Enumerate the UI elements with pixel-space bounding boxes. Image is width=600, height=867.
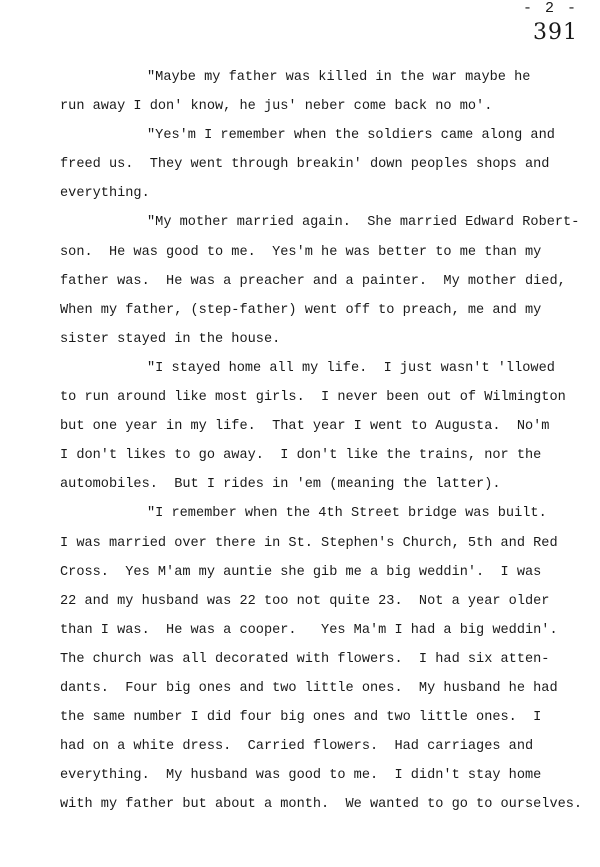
text-line: dants. Four big ones and two little ones. My husband he had (60, 680, 558, 696)
text-line: father was. He was a preacher and a painter. My mother died, (60, 273, 566, 289)
text-line: I was married over there in St. Stephen's Church, 5th and Red (60, 535, 558, 551)
page-number: - 2 - (522, 0, 578, 17)
text-line: to run around like most girls. I never been out of Wilmington (60, 390, 566, 406)
text-line: Cross. Yes M'am my auntie she gib me a big weddin'. I was (60, 564, 542, 580)
text-line: the same number I did four big ones and two little ones. I (60, 710, 542, 726)
text-line: "I stayed home all my life. I just wasn't 'llowed (147, 360, 555, 376)
text-line: run away I don' know, he jus' neber come back no mo'. (60, 99, 493, 115)
text-line: freed us. They went through breakin' down peoples shops and (60, 157, 550, 173)
text-line: sister stayed in the house. (60, 331, 281, 347)
text-line: son. He was good to me. Yes'm he was better to me than my (60, 244, 542, 260)
text-line: but one year in my life. That year I went to Augusta. No'm (60, 419, 550, 435)
text-line: 22 and my husband was 22 too not quite 23. Not a year older (60, 593, 550, 609)
text-line: everything. My husband was good to me. I didn't stay home (60, 768, 542, 784)
text-line: "Yes'm I remember when the soldiers came along and (147, 128, 555, 144)
text-line: everything. (60, 186, 150, 202)
text-line: with my father but about a month. We wanted to go to ourselves. (60, 797, 583, 813)
text-line: "Maybe my father was killed in the war maybe he (147, 70, 531, 85)
text-line: When my father, (step-father) went off to preach, me and my (60, 302, 542, 318)
body-text (60, 63, 590, 819)
page-stamp-number: 391 (533, 20, 578, 45)
text-line: "My mother married again. She married Edward Robert- (147, 215, 580, 231)
text-line: than I was. He was a cooper. Yes Ma'm I had a big weddin'. (60, 622, 558, 638)
text-line: The church was all decorated with flowers. I had six atten- (60, 651, 550, 667)
text-line: I don't likes to go away. I don't like the trains, nor the (60, 448, 542, 464)
text-line: "I remember when the 4th Street bridge was built. (147, 506, 547, 522)
text-line: automobiles. But I rides in 'em (meaning the latter). (60, 477, 501, 493)
text-line: had on a white dress. Carried flowers. Had carriages and (60, 739, 534, 755)
